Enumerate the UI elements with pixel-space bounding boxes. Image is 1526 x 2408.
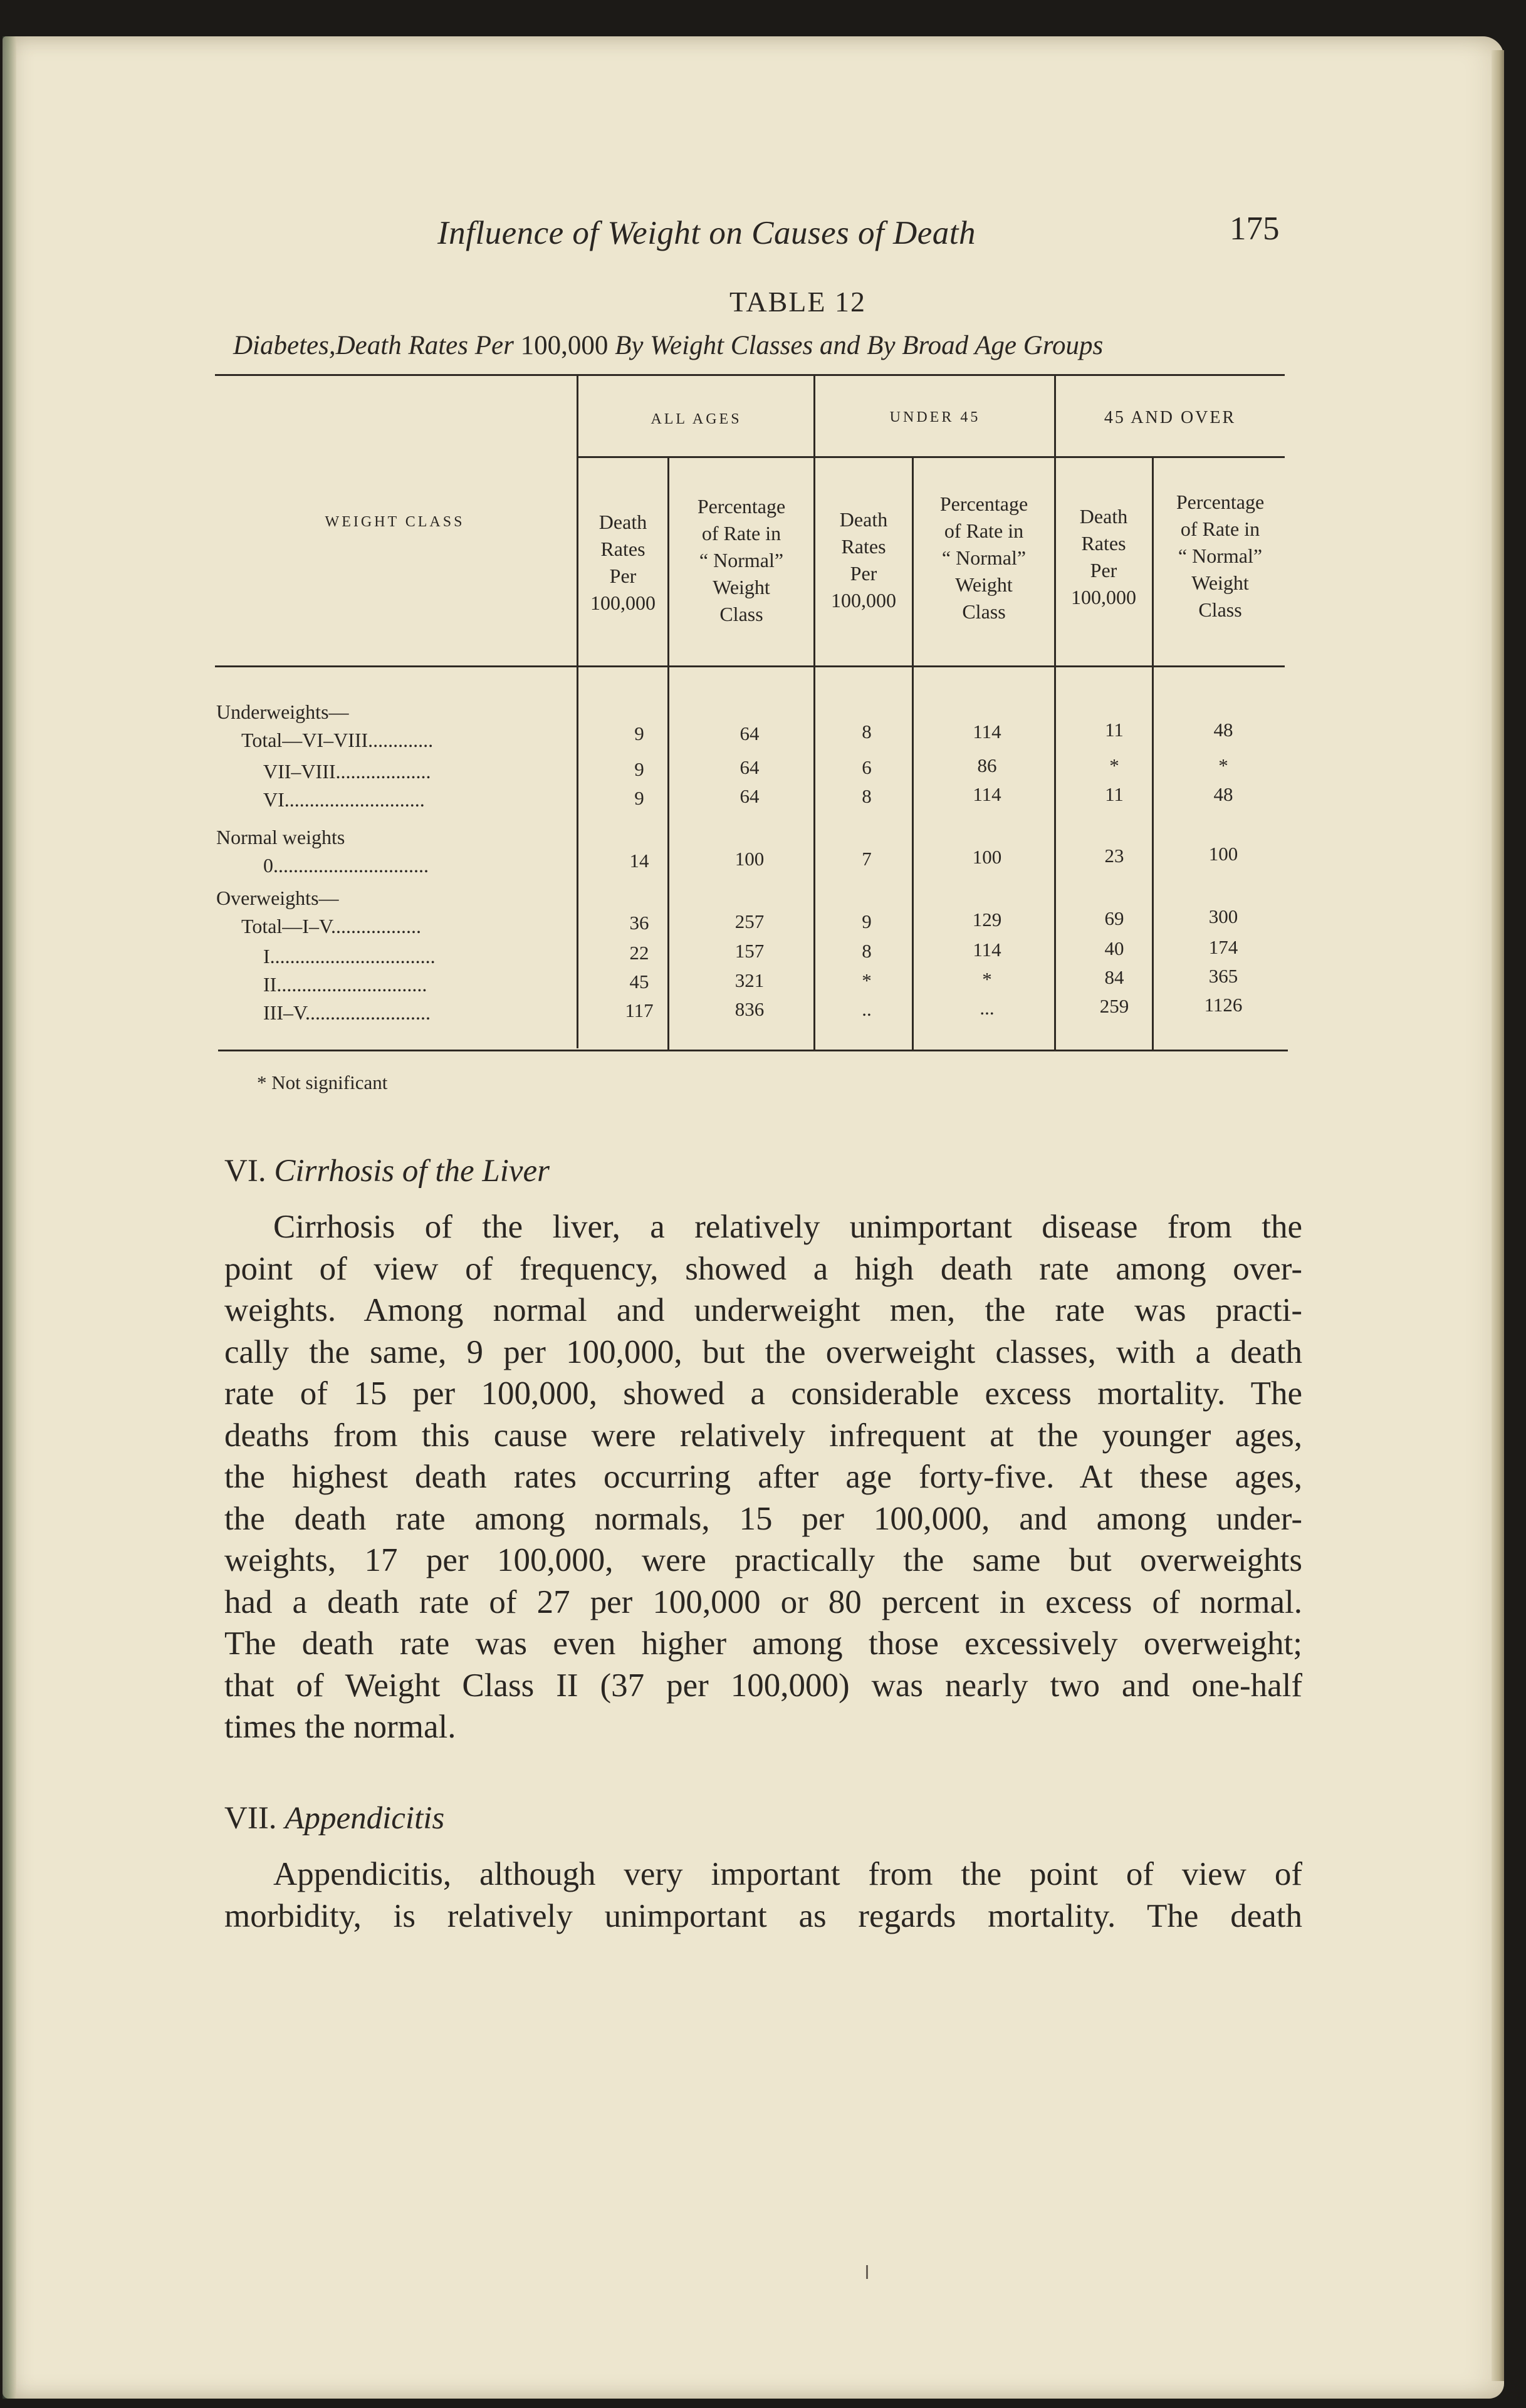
table-footnote: * Not significant: [257, 1071, 388, 1093]
text-line: the highest death rates occurring after age forty-five. At these ages,: [224, 1459, 1302, 1495]
cell: 64: [739, 756, 760, 778]
cell: 64: [739, 722, 760, 744]
cell: 117: [625, 999, 654, 1021]
hdr-line: Class: [719, 603, 763, 625]
cell: 45: [629, 971, 649, 993]
group-rule: [577, 456, 1285, 458]
cell: 9: [634, 758, 644, 780]
section-number: VII.: [224, 1801, 277, 1836]
hdr-line: Per: [850, 562, 877, 585]
running-title: Influence of Weight on Causes of Death: [437, 215, 976, 251]
text-line: deaths from this cause were relatively infrequent at the younger ages,: [224, 1417, 1302, 1454]
cell: 100: [734, 848, 765, 870]
hdr-line: Weight: [1191, 571, 1249, 594]
group-header-all-ages: ALL AGES: [651, 411, 742, 427]
page-number: 175: [1230, 211, 1280, 247]
cell: 9: [862, 910, 872, 932]
cell: *: [862, 969, 872, 991]
hdr-line: Per: [1090, 559, 1117, 581]
hdr-line: Percentage: [1176, 491, 1265, 513]
text-line: weights, 17 per 100,000, were practically the same but overweights: [224, 1542, 1302, 1578]
cell: 69: [1104, 907, 1124, 929]
hdr-line: 100,000: [831, 589, 896, 612]
hdr-line: Class: [962, 600, 1006, 623]
col-divider: [1152, 457, 1154, 1050]
col-divider: [912, 457, 914, 1050]
section-title: Cirrhosis of the Liver: [274, 1154, 550, 1189]
caption-part: Diabetes,: [233, 331, 336, 360]
section-label-underweights: Underweights—: [216, 701, 349, 723]
hdr-line: of Rate in: [944, 519, 1024, 542]
col-divider: [1054, 375, 1056, 1050]
text-line: rate of 15 per 100,000, showed a considerable excess mortality. The: [224, 1375, 1302, 1412]
hdr-line: “ Normal”: [1178, 545, 1263, 567]
row-label: III–V.........................: [263, 1001, 431, 1024]
cell: *: [982, 968, 992, 990]
section-title: Appendicitis: [285, 1801, 445, 1836]
text-line: point of view of frequency, showed a high death rate among over-: [224, 1250, 1302, 1287]
subheader-pct: [915, 491, 1053, 625]
cell: 8: [862, 785, 872, 807]
subheader-rate: [1057, 503, 1151, 611]
cell: 259: [1099, 995, 1129, 1017]
stub-header: WEIGHT CLASS: [325, 514, 465, 530]
cell: 300: [1208, 905, 1238, 927]
page-mark: [866, 2265, 868, 2279]
hdr-line: “ Normal”: [941, 546, 1027, 569]
section-label-overweights: Overweights—: [216, 887, 339, 909]
text-line: weights. Among normal and underweight men, the rate was practi-: [224, 1292, 1302, 1328]
cell: 157: [734, 940, 765, 962]
text-line: had a death rate of 27 per 100,000 or 80 percent in excess of normal.: [224, 1583, 1302, 1620]
cell: 114: [973, 783, 1001, 805]
cell: 114: [973, 721, 1001, 743]
cell: 11: [1105, 783, 1124, 805]
cell: 836: [734, 998, 765, 1020]
hdr-line: Per: [609, 565, 637, 587]
row-label: II..............................: [263, 973, 427, 996]
cell: 36: [629, 912, 649, 934]
text-line: times the normal.: [224, 1709, 456, 1745]
text-line: Cirrhosis of the liver, a relatively unimportant disease from the: [273, 1209, 1302, 1245]
group-header-45-over: 45 AND OVER: [1104, 408, 1236, 427]
binding-shadow: [3, 36, 16, 2399]
subheader-pct: [671, 493, 812, 628]
text-line: the death rate among normals, 15 per 100,000, and among under-: [224, 1500, 1302, 1537]
caption-part: By Weight Classes and By Broad Age Groups: [608, 331, 1104, 360]
cell: 257: [734, 910, 765, 932]
subheader-pct: [1154, 489, 1286, 623]
cell: 114: [973, 939, 1001, 961]
row-label: 0...............................: [263, 854, 429, 877]
caption-number: 100,000: [520, 331, 609, 360]
cell: ..: [862, 998, 872, 1020]
row-label: Total—VI–VIII.............: [241, 729, 434, 751]
cell: 9: [634, 722, 644, 744]
cell: 1126: [1204, 994, 1243, 1016]
paragraph-cirrhosis: [224, 1206, 1302, 1748]
cell: 84: [1104, 966, 1124, 988]
cell: 23: [1104, 845, 1124, 867]
cell: 86: [977, 754, 997, 776]
cell: *: [1109, 754, 1119, 776]
text-line: The death rate was even higher among those excessively overweight;: [224, 1625, 1302, 1662]
text-line: cally the same, 9 per 100,000, but the overweight classes, with a death: [224, 1333, 1302, 1370]
hdr-line: Class: [1198, 598, 1242, 621]
cell: *: [1218, 754, 1228, 776]
hdr-line: Rates: [841, 535, 886, 558]
caption-part: Death Rates Per: [335, 331, 521, 360]
table-bottom-rule: [218, 1050, 1288, 1051]
table-top-rule: [215, 374, 1285, 376]
cell: 365: [1208, 965, 1238, 987]
cell: 8: [862, 940, 872, 962]
row-label: Total—I–V..................: [241, 915, 421, 937]
section-label-normal: Normal weights: [216, 826, 345, 848]
cell: 100: [1208, 843, 1238, 865]
section-heading-vii: [224, 1800, 444, 1837]
hdr-line: Rates: [600, 538, 645, 560]
cell: 100: [972, 846, 1002, 868]
text-line: that of Weight Class II (37 per 100,000) was nearly two and one-half: [224, 1667, 1302, 1704]
page-edge: [1492, 50, 1504, 2381]
cell: 14: [629, 850, 649, 872]
cell: 40: [1104, 937, 1124, 959]
table-label: TABLE 12: [729, 286, 866, 318]
header-bottom-rule: [215, 665, 1285, 667]
hdr-line: Percentage: [697, 495, 786, 518]
hdr-line: “ Normal”: [699, 549, 784, 571]
cell: 8: [862, 721, 872, 743]
cell: 9: [634, 787, 644, 809]
cell: 64: [739, 785, 760, 807]
cell: 48: [1213, 719, 1233, 741]
hdr-line: Weight: [955, 573, 1013, 596]
hdr-line: of Rate in: [1180, 518, 1260, 540]
table-caption: [233, 330, 1103, 361]
cell: 129: [972, 909, 1002, 930]
paragraph-appendicitis: [224, 1853, 1302, 1937]
text-line: morbidity, is relatively unimportant as regards mortality. The death: [224, 1897, 1302, 1934]
cell: 6: [862, 756, 872, 778]
hdr-line: Death: [839, 508, 888, 531]
text-line: Appendicitis, although very important from the point of view of: [273, 1856, 1302, 1892]
cell: 22: [629, 942, 649, 964]
col-divider: [813, 375, 815, 1050]
cell: 174: [1208, 936, 1238, 958]
hdr-line: Weight: [713, 576, 770, 598]
row-label: VI............................: [263, 788, 425, 811]
cell: 48: [1213, 783, 1233, 805]
hdr-line: of Rate in: [701, 522, 781, 545]
row-label: VII–VIII...................: [263, 760, 431, 783]
group-header-under-45: UNDER 45: [889, 409, 981, 425]
cell: 7: [862, 848, 872, 870]
section-number: VI.: [224, 1154, 266, 1189]
hdr-line: Percentage: [939, 493, 1028, 515]
row-label: I.................................: [263, 945, 436, 967]
hdr-line: 100,000: [1071, 586, 1136, 608]
hdr-line: Death: [1079, 505, 1128, 528]
subheader-rate: [579, 509, 667, 617]
subheader-rate: [816, 506, 911, 614]
section-heading-vi: [224, 1153, 550, 1189]
cell: 321: [734, 969, 765, 991]
cell: ...: [980, 997, 995, 1019]
cell: 11: [1105, 719, 1124, 741]
hdr-line: Rates: [1081, 532, 1126, 555]
hdr-line: Death: [598, 511, 647, 533]
hdr-line: 100,000: [590, 592, 656, 614]
